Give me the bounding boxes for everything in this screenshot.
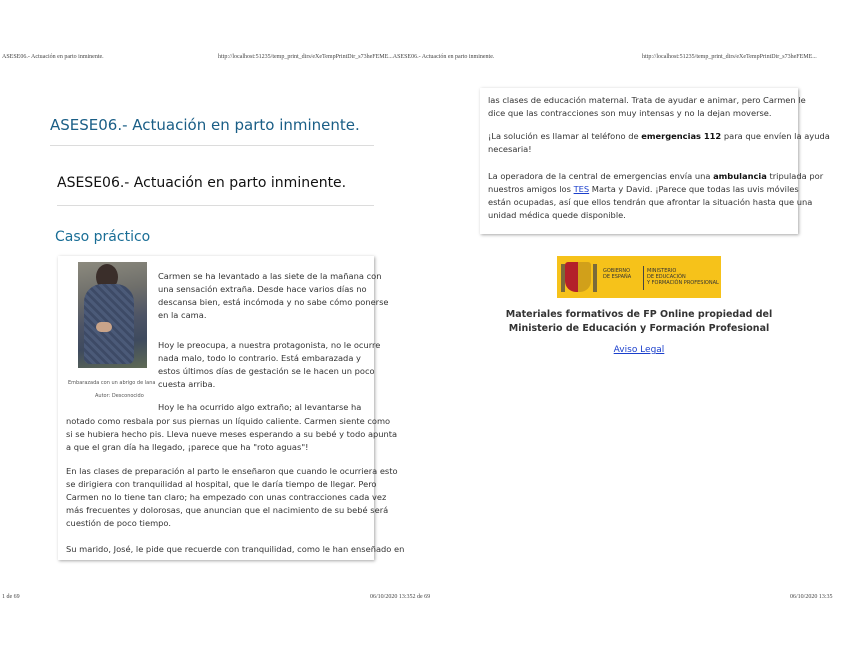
case-paragraph-2: Hoy le preocupa, a nuestra protagonista, no le ocurre nada malo, todo lo contrario. Está embarazada y estos últimos días de gestación se le hacen un poco cuesta arriba. [158,340,381,389]
continuation-paragraph-1: las clases de educación maternal. Trata de ayudar e animar, pero Carmen le dice que las contracciones son muy intensas y no la dejan moverse. [488,95,806,118]
case-paragraph-4: En las clases de preparación al parto le enseñaron que cuando le ocurriera esto se dirigiera con tranquilidad al hospital, que le daría tiempo de llegar. Pero Carmen no lo tiene tan claro; ha empezado con unas contracciones cada vez más frecuentes y dolorosas, que anuncian que el nacimiento de su bebé será cuestión de poco tiempo. [66,466,398,528]
print-footer-time-left: 06/10/2020 13:352 de 69 [370,594,431,600]
print-footer-page: 1 de 69 [2,594,20,600]
print-header-title-left: ASESE06.- Actuación en parto inminente. [2,54,104,60]
print-footer-time-right: 06/10/2020 13:35 [790,594,833,600]
photo-caption: Embarazada con un abrigo de lana [68,380,156,386]
continuation-paragraph-2: ¡La solución es llamar al teléfono de emergencias 112 para que envíen la ayuda necesaria! [488,131,830,154]
subtitle-divider [57,205,374,206]
tes-link[interactable]: TES [573,184,590,194]
page-subtitle: ASESE06.- Actuación en parto inminente. [57,175,347,191]
case-paragraph-3-lead: Hoy le ha ocurrido algo extraño; al levantarse ha [158,402,362,412]
section-heading: Caso práctico [55,229,151,245]
title-divider [50,145,374,146]
print-header-url-left: http://localhost:51235/temp_print_dirs/eXeTempPrintDir_s73heFEME...ASESE06.- Actuación en parto inminente. [218,54,495,60]
print-header-url-right: http://localhost:51235/temp_print_dirs/eXeTempPrintDir_s73heFEME... [642,54,817,60]
coat-of-arms-icon [565,262,591,292]
materials-ownership-text: Materiales formativos de FP Online propiedad del Ministerio de Educación y Formación Profesional [505,309,773,334]
case-paragraph-5: Su marido, José, le pide que recuerde con tranquilidad, como le han enseñado en [66,544,405,554]
legal-notice-link[interactable]: Aviso Legal [613,345,665,355]
photo-author: Autor: Desconocido [95,393,144,399]
pregnant-woman-photo [78,262,147,368]
page-title: ASESE06.- Actuación en parto inminente. [50,116,360,134]
case-paragraph-3: notado como resbala por sus piernas un líquido caliente. Carmen siente como si se hubiera hecho pis. Lleva nueve meses esperando a su bebé y todo apunta a que el gran día ha llegado, ¡parece que ha "roto aguas"! [66,416,398,452]
case-paragraph-1: Carmen se ha levantado a las siete de la mañana con una sensación extraña. Desde hace varios días no descansa bien, está incómoda y no sabe cómo ponerse en la cama. [158,271,389,320]
continuation-paragraph-3: La operadora de la central de emergencias envía una ambulancia tripulada por nuestros amigos los TES Marta y David. ¡Parece que todas las uvis móviles están ocupadas, así que ellos tendrán que afrontar la situación hasta que una unidad médica quede disponible. [488,171,824,220]
ministry-logo: GOBIERNO DE ESPAÑA MINISTERIO DE EDUCACIÓN Y FORMACIÓN PROFESIONAL [557,256,721,298]
